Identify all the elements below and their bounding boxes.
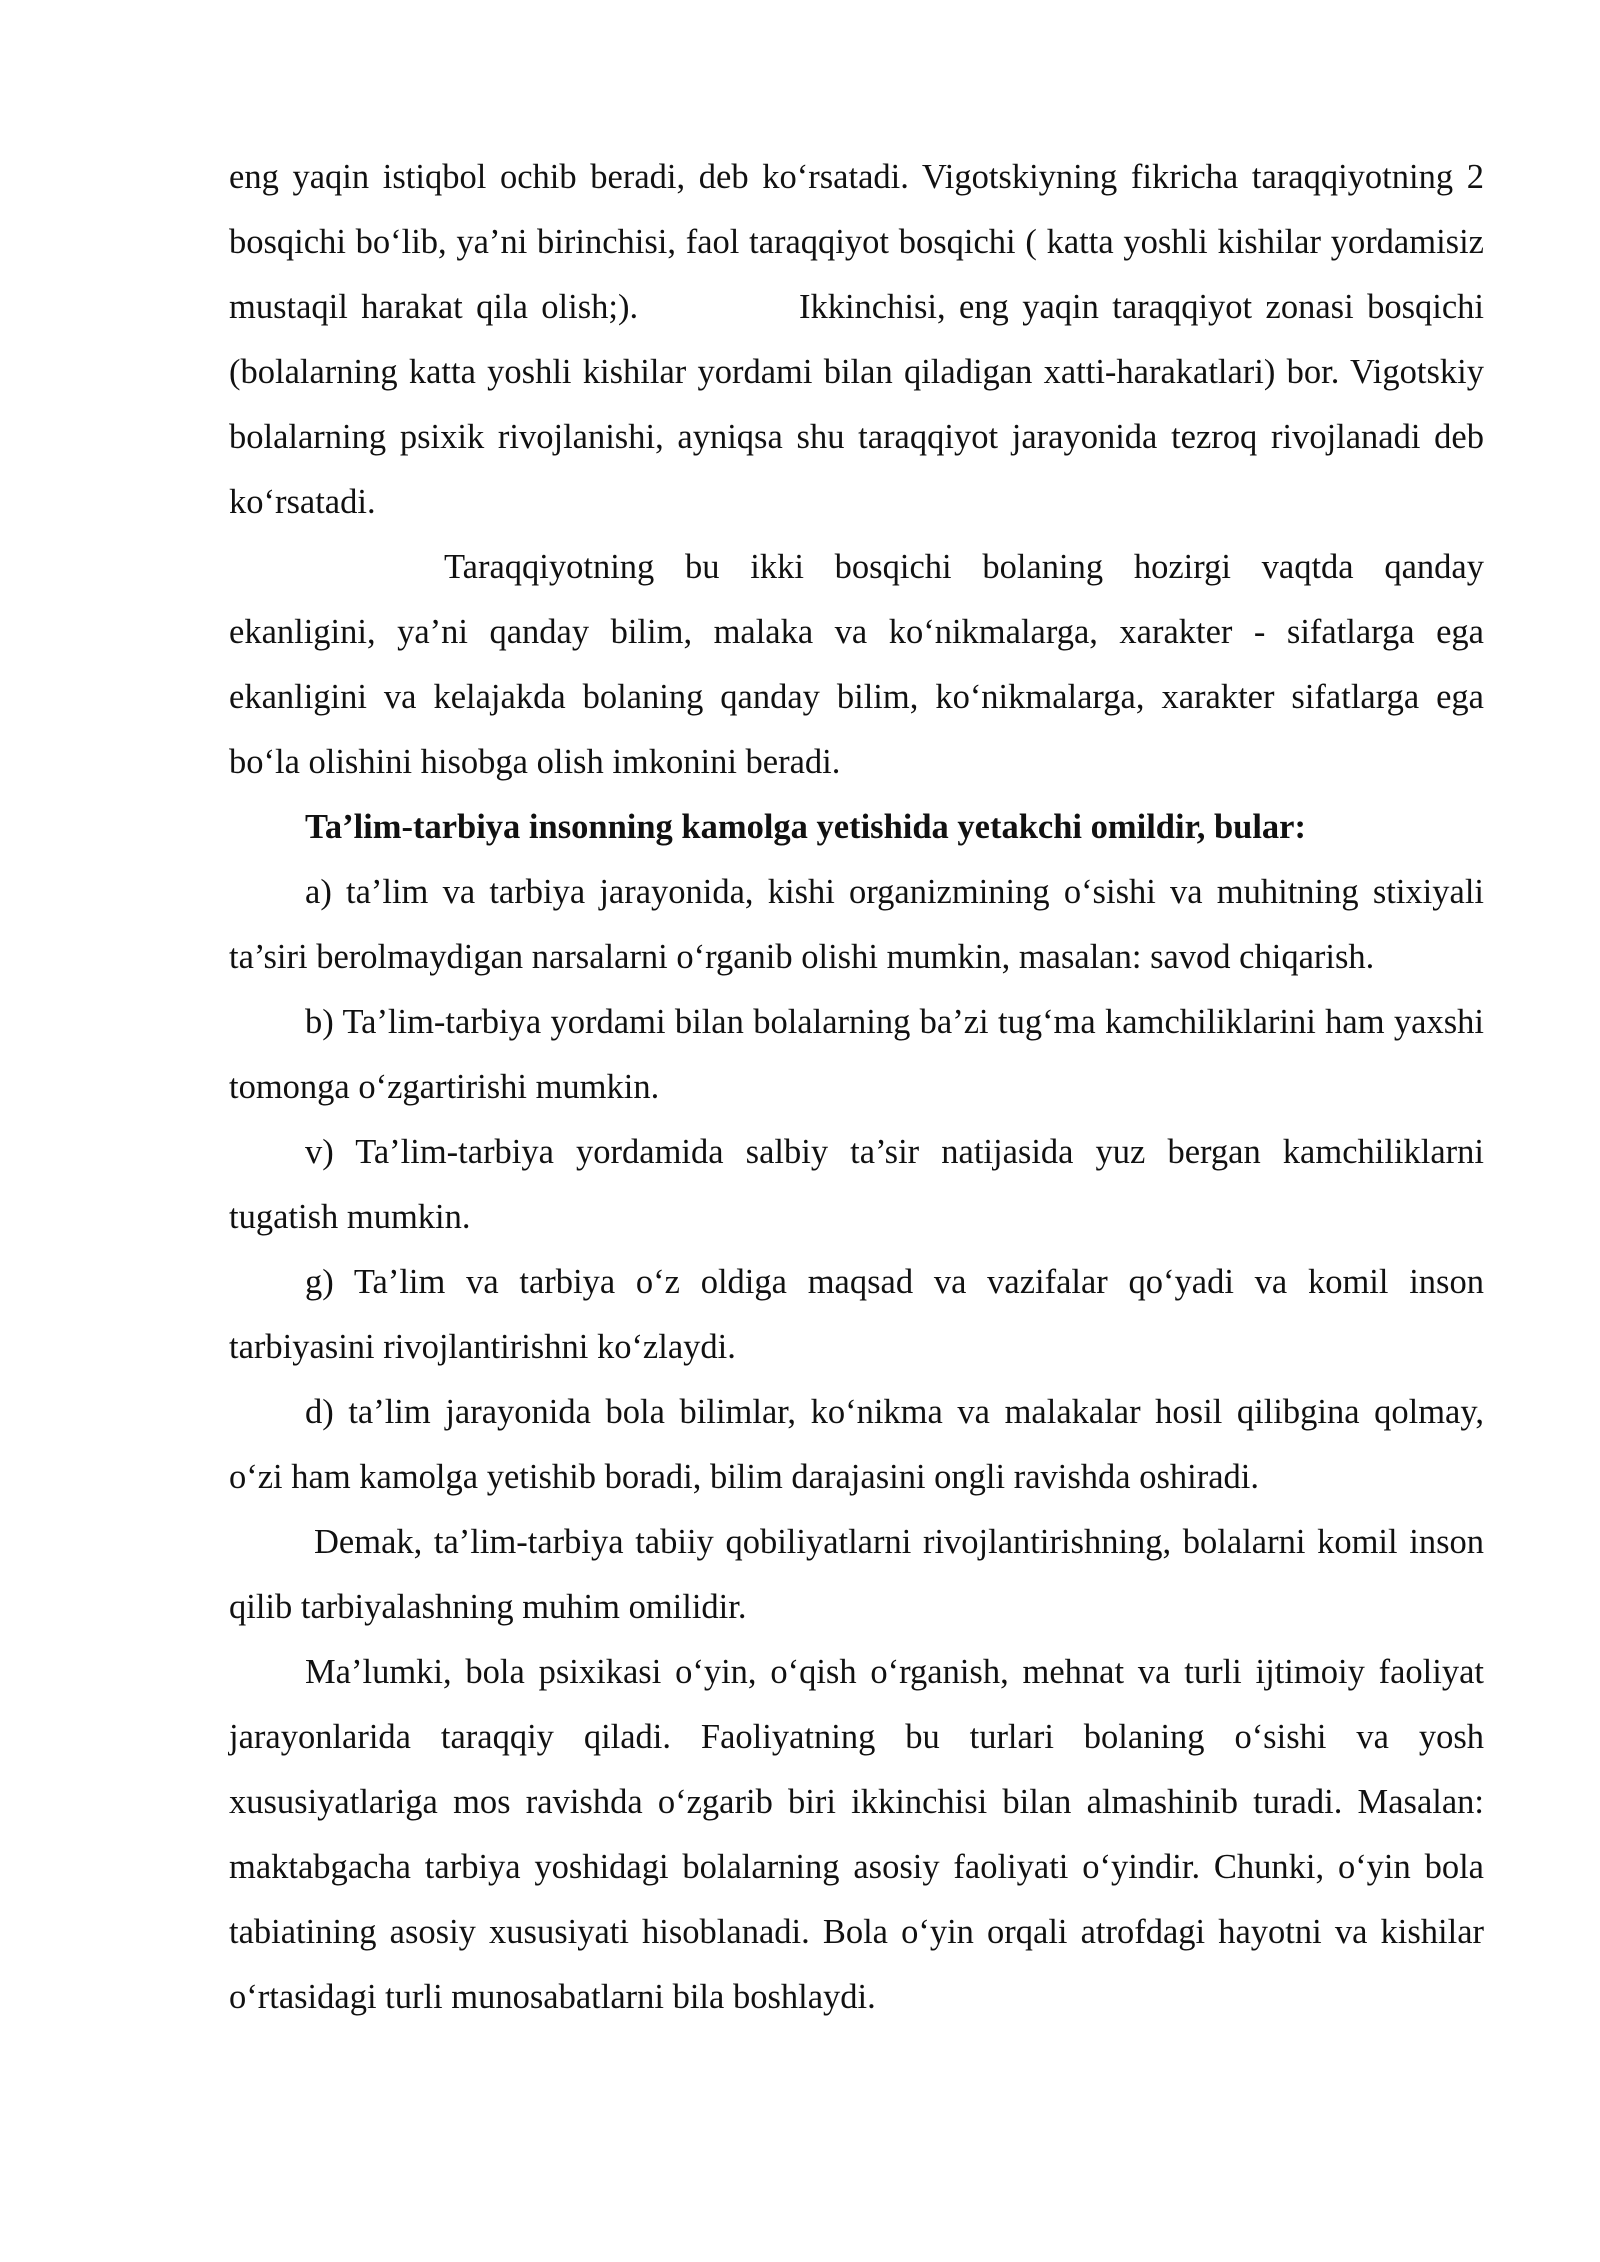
paragraph-conclusion: Demak, ta’lim-tarbiya tabiiy qobiliyatlarni rivojlantirishning, bolalarni komil inson qilib tarbiyalashning muhim omilidir. [229,1523,1484,1626]
paragraph-activity: Ma’lumki, bola psixikasi o‘yin, o‘qish o‘rganish, mehnat va turli ijtimoiy faoliyat jarayonlarida taraqqiy qiladi. Faoliyatning bu turlari bolaning o‘sishi va yosh xususiyatlariga mos ravishda o‘zgarib biri ikkinchisi bilan almashinib turadi. Masalan: maktabgacha tarbiya yoshidagi bolalarning asosiy faoliyati o‘yindir. Chunki, o‘yin bola tabiatining asosiy xususiyati hisoblanadi. Bola o‘yin orqali atrofdagi hayotni va kishilar o‘rtasidagi turli munosabatlarni bila boshlaydi. [229,1653,1484,2016]
paragraph-heading-education: Ta’lim-tarbiya insonning kamolga yetishida yetakchi omildir, bular: [305,808,1306,846]
list-item-v: v) Ta’lim-tarbiya yordamida salbiy ta’sir natijasida yuz bergan kamchiliklarni tugatish mumkin. [229,1133,1484,1236]
list-item-g: g) Ta’lim va tarbiya o‘z oldiga maqsad va vazifalar qo‘yadi va komil inson tarbiyasini rivojlantirishni ko‘zlaydi. [229,1263,1484,1366]
paragraph-development-stages: Taraqqiyotning bu ikki bosqichi bolaning hozirgi vaqtda qanday ekanligini, ya’ni qanday bilim, malaka va ko‘nikmalarga, xarakter - sifatlarga ega ekanligini va kelajakda bolaning qanday bilim, ko‘nikmalarga, xarakter sifatlarga ega bo‘la olishini hisobga olish imkonini beradi. [229,548,1484,781]
list-item-a: a) ta’lim va tarbiya jarayonida, kishi organizmining o‘sishi va muhitning stixiyali ta’siri berolmaydigan narsalarni o‘rganib olishi mumkin, masalan: savod chiqarish. [229,873,1484,976]
list-item-d: d) ta’lim jarayonida bola bilimlar, ko‘nikma va malakalar hosil qilibgina qolmay, o‘zi ham kamolga yetishib boradi, bilim darajasini ongli ravishda oshiradi. [229,1393,1484,1496]
list-item-b: b) Ta’lim-tarbiya yordami bilan bolalarning ba’zi tug‘ma kamchiliklarini ham yaxshi tomonga o‘zgartirishi mumkin. [229,1003,1484,1106]
document-body [229,145,1493,2030]
paragraph-continuation: eng yaqin istiqbol ochib beradi, deb ko‘rsatadi. Vigotskiyning fikricha taraqqiyotning 2 bosqichi bo‘lib, ya’ni birinchisi, faol taraqqiyot bosqichi ( katta yoshli kishilar yordamisiz mustaqil harakat qila olish;). Ikkinchisi, eng yaqin taraqqiyot zonasi bosqichi (bolalarning katta yoshli kishilar yordami bilan qiladigan xatti-harakatlari) bor. Vigotskiy bolalarning psixik rivojlanishi, ayniqsa shu taraqqiyot jarayonida tezroq rivojlanadi deb ko‘rsatadi. [229,158,1493,521]
